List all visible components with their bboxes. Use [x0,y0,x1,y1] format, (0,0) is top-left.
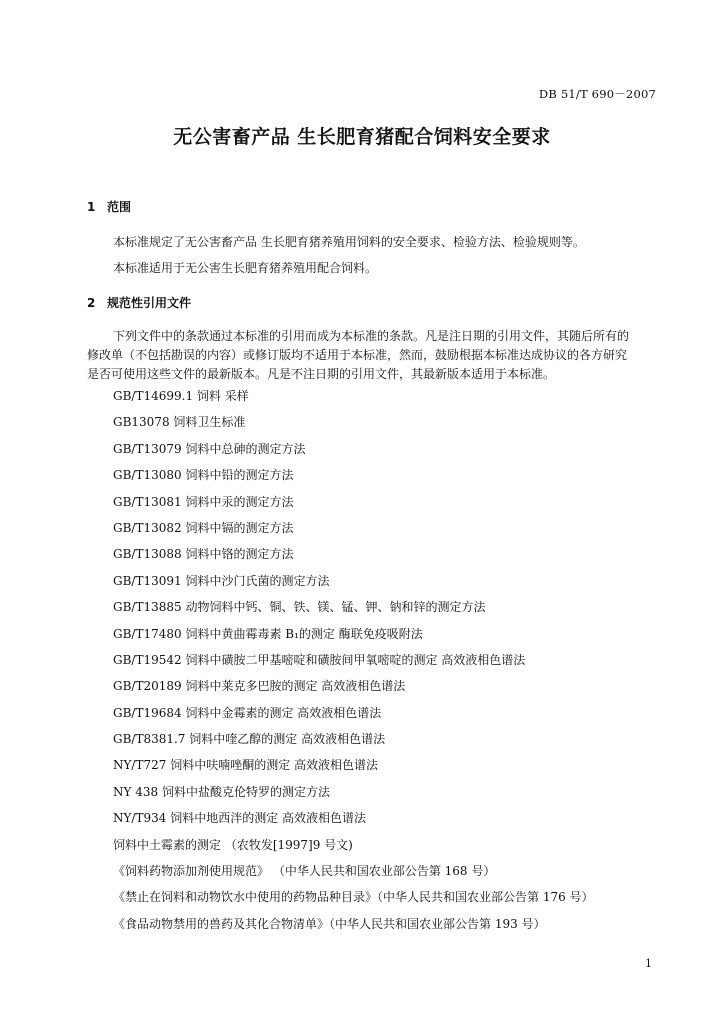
reference-item: NY/T727 饲料中呋喃唑酮的测定 高效液相色谱法 [113,758,379,773]
scope-paragraph-1: 本标准规定了无公害畜产品 生长肥育猪养殖用饲料的安全要求、检验方法、检验规则等。 [113,235,585,249]
section-2-heading [87,294,191,311]
reference-item: GB/T13081 饲料中汞的测定方法 [113,494,294,509]
reference-item: 《禁止在饲料和动物饮水中使用的药物品种目录》（中华人民共和国农业部公告第 176 号） [113,890,594,905]
reference-item: GB/T13088 饲料中铬的测定方法 [113,547,294,562]
reference-item: GB/T17480 饲料中黄曲霉毒素 B₁的测定 酶联免疫吸附法 [113,626,423,641]
reference-item: 《饲料药物添加剂使用规范》 （中华人民共和国农业部公告第 168 号） [113,864,496,879]
section-1-title: 范围 [107,200,132,214]
reference-item: GB/T13082 饲料中镉的测定方法 [113,520,294,535]
reference-item: GB/T13091 饲料中沙门氏菌的测定方法 [113,573,330,588]
reference-item: GB/T13079 饲料中总砷的测定方法 [113,441,306,456]
document-title: 无公害畜产品 生长肥育猪配合饲料安全要求 [173,126,551,148]
reference-item: NY 438 饲料中盐酸克伦特罗的测定方法 [113,784,330,799]
section-2-number: 2 [87,296,96,310]
section-2-title: 规范性引用文件 [107,296,192,310]
reference-item: 《食品动物禁用的兽药及其化合物清单》（中华人民共和国农业部公告第 193 号） [113,916,546,931]
intro-line-3: 是否可使用这些文件的最新版本。凡是不注日期的引用文件，其最新版本适用于本标准。 [87,367,556,381]
section-1-number: 1 [87,200,96,214]
reference-item: 饲料中土霉素的测定 （农牧发[1997]9 号文) [113,837,353,852]
intro-line-2: 修改单（不包括勘误的内容）或修订版均不适用于本标准，然而，鼓励根据本标准达成协议的各方研究 [87,348,628,362]
section-1-heading [87,198,131,215]
reference-item: GB/T14699.1 饲料 采样 [113,389,249,403]
reference-item: GB/T13080 饲料中铅的测定方法 [113,468,294,483]
reference-item: GB/T8381.7 饲料中喹乙醇的测定 高效液相色谱法 [113,732,386,747]
reference-item: GB/T19684 饲料中金霉素的测定 高效液相色谱法 [113,705,382,720]
reference-item: GB/T20189 饲料中莱克多巴胺的测定 高效液相色谱法 [113,679,406,694]
page-number: 1 [645,957,652,970]
scope-paragraph-2: 本标准适用于无公害生长肥育猪养殖用配合饲料。 [113,261,378,275]
reference-item: GB/T13885 动物饲料中钙、铜、铁、镁、锰、钾、钠和锌的测定方法 [113,600,486,615]
normative-references-list [113,389,594,943]
reference-item: GB/T19542 饲料中磺胺二甲基嘧啶和磺胺间甲氧嘧啶的测定 高效液相色谱法 [113,652,526,667]
intro-line-1: 下列文件中的条款通过本标准的引用而成为本标准的条款。凡是注日期的引用文件，其随后所有的 [113,329,630,343]
reference-item: NY/T934 饲料中地西泮的测定 高效液相色谱法 [113,811,367,826]
standard-code: DB 51/T 690－2007 [538,87,656,101]
reference-item: GB13078 饲料卫生标准 [113,415,246,430]
